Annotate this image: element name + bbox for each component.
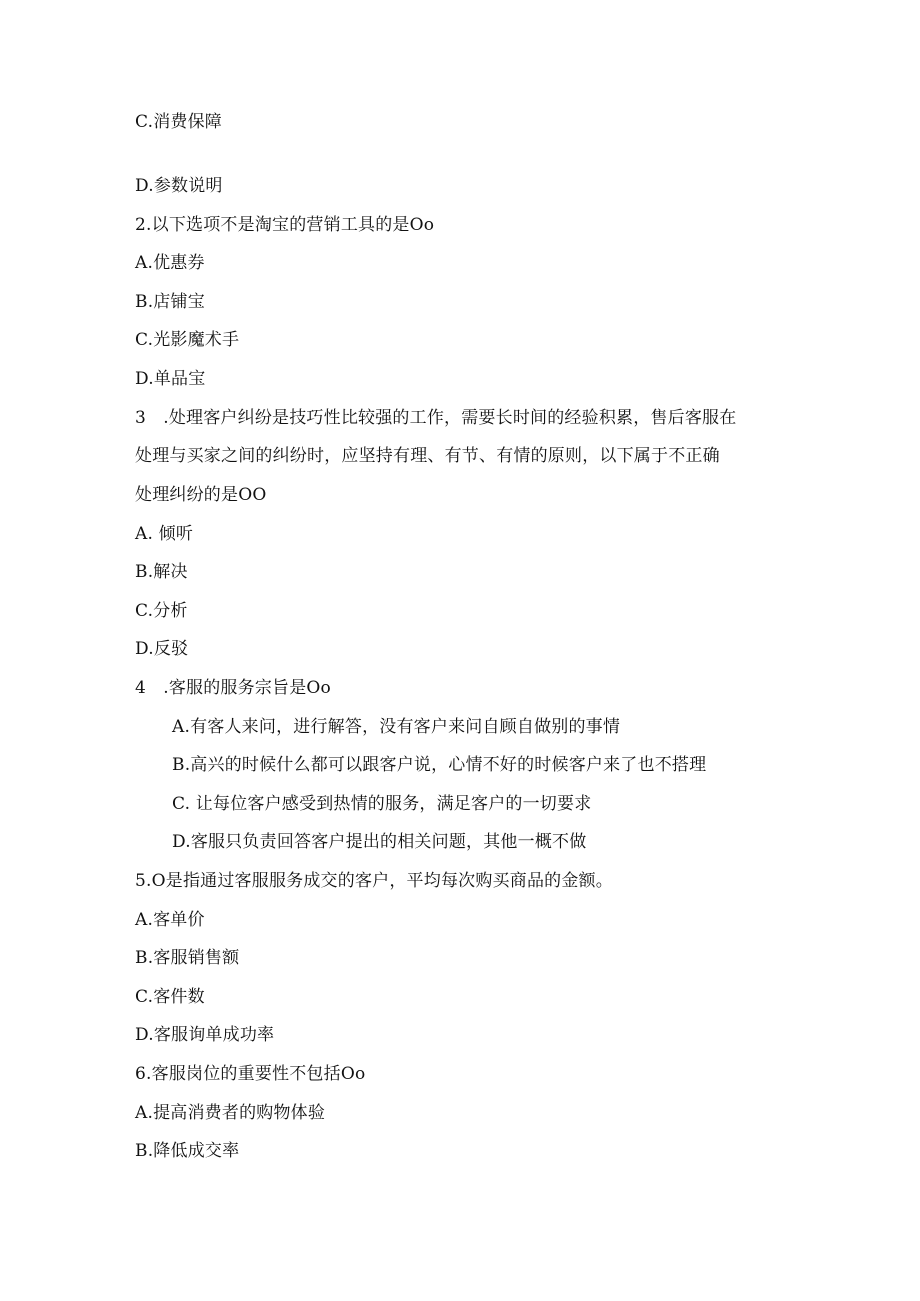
q1-option-c: C.消费保障 (135, 112, 223, 132)
q6-option-b: B.降低成交率 (135, 1141, 240, 1161)
q3-option-b: B.解决 (135, 562, 188, 582)
q3-option-c: C.分析 (135, 601, 188, 621)
q3-option-a: A. 倾听 (135, 524, 194, 544)
q1-option-d: D.参数说明 (135, 176, 223, 196)
q6-option-a: A.提高消费者的购物体验 (135, 1103, 326, 1123)
q3-question-line2: 处理与买家之间的纠纷时，应坚持有理、有节、有情的原则，以下属于不正确 (135, 446, 720, 466)
q2-option-c: C.光影魔术手 (135, 330, 240, 350)
q4-option-a: A.有客人来问，进行解答，没有客户来问自顾自做别的事情 (172, 717, 621, 737)
q4-question: 4 .客服的服务宗旨是Oo (135, 678, 331, 698)
q5-option-c: C.客件数 (135, 987, 205, 1007)
q5-question: 5.O是指通过客服服务成交的客户，平均每次购买商品的金额。 (135, 871, 613, 891)
q3-question-line1: 3 .处理客户纠纷是技巧性比较强的工作，需要长时间的经验积累，售后客服在 (135, 408, 737, 428)
q3-question-line3: 处理纠纷的是OO (135, 485, 267, 505)
q2-option-d: D.单品宝 (135, 369, 206, 389)
q3-option-d: D.反驳 (135, 639, 189, 659)
q5-option-d: D.客服询单成功率 (135, 1025, 275, 1045)
q2-option-b: B.店铺宝 (135, 292, 205, 312)
q2-option-a: A.优惠券 (135, 253, 205, 273)
q5-option-a: A.客单价 (135, 910, 205, 930)
q2-question: 2.以下选项不是淘宝的营销工具的是Oo (135, 215, 435, 235)
q4-option-b: B.高兴的时候什么都可以跟客户说，心情不好的时候客户来了也不搭理 (172, 755, 707, 775)
q4-option-d: D.客服只负责回答客户提出的相关问题，其他一概不做 (172, 832, 587, 852)
q4-option-c: C. 让每位客户感受到热情的服务，满足客户的一切要求 (172, 794, 592, 814)
q5-option-b: B.客服销售额 (135, 948, 240, 968)
q6-question: 6.客服岗位的重要性不包括Oo (135, 1064, 366, 1084)
